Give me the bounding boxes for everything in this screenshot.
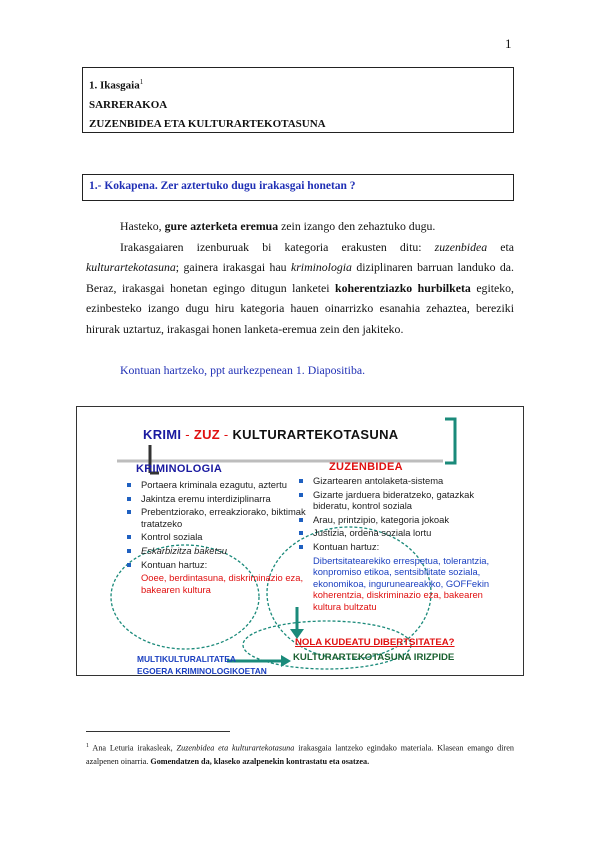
kriminologia-values: Ooee, berdintasuna, diskriminazio eza, bakearen kultura bbox=[141, 572, 304, 595]
list-item: Arau, printzipio, kategoria jokoak bbox=[299, 514, 494, 526]
kriminologia-list bbox=[127, 479, 307, 595]
kriminologia-heading: KRIMINOLOGIA bbox=[136, 463, 223, 475]
slide-title: KRIMI - ZUZ - KULTURARTEKOTASUNA bbox=[143, 427, 399, 442]
list-item: Portaera kriminala ezagutu, aztertu bbox=[127, 479, 307, 491]
list-item: Prebentziorako, erreakziorako, biktimak tratatzeko bbox=[127, 506, 307, 529]
nola-kudeatu-label: NOLA KUDEATU DIBERTSITATEA? bbox=[295, 637, 455, 648]
paragraph-2: Irakasgaiaren izenburuak bi kategoria erakusten ditu: zuzenbidea eta kulturartekotasuna; gainera irakasgai hau kriminologia diziplinaren barruan landuko da. Beraz, irakasgai honetan egingo ditugun lanketei koherentziazko hurbilketa egiteko, ezinbesteko izango dugu hiru kategoria hauen oinarrizko esanahia zehaztea, bereziki hirurak uztartuz, irakasgai honen lanketa-eremua zein den jakiteko. bbox=[86, 239, 514, 336]
list-item: Gizarte jarduera bideratzeko, gatazkak bideratu, kontrol soziala bbox=[299, 489, 494, 512]
zuzenbidea-heading: ZUZENBIDEA bbox=[329, 461, 403, 473]
footnote-ref: 1 bbox=[139, 78, 144, 86]
footnote: $^1$ Ana Leturia irakasleak, Zuzenbidea eta kulturartekotasuna irakasgaia lantzeko egindako materiala. Klasean emango diren azalpenen oinarria. Gomendatzen da, klaseko azalpenekin kontrastatu eta osatzea. bbox=[86, 743, 514, 766]
list-item: Gizartearen antolaketa-sistema bbox=[299, 475, 494, 487]
list-item: Kontuan hartuz: bbox=[127, 559, 307, 571]
multikulturalitatea-label: MULTIKULTURALITATEA EGOERA KRIMINOLOGIKOETAN bbox=[137, 654, 267, 676]
list-item: Kontuan hartuz: bbox=[299, 541, 494, 553]
list-item: Kontrol soziala bbox=[127, 531, 307, 543]
list-item: Jakintza eremu interdiziplinarra bbox=[127, 493, 307, 505]
slide-note: Kontuan hartzeko, ppt aurkezpenean 1. Diapositiba. bbox=[120, 363, 366, 377]
title-box bbox=[82, 67, 514, 133]
page-number: 1 bbox=[505, 36, 512, 51]
slide-figure bbox=[76, 406, 524, 676]
footnote-divider bbox=[86, 731, 230, 732]
lesson-title: ZUZENBIDEA ETA KULTURARTEKOTASUNA bbox=[89, 117, 326, 130]
zuzenbidea-list bbox=[299, 475, 494, 613]
list-item: Justizia, ordena soziala lortu bbox=[299, 527, 494, 539]
bracket-right bbox=[445, 419, 455, 463]
lesson-label: 1. Ikasgaia bbox=[89, 79, 140, 92]
zuzenbidea-values: Dibertsitatearekiko errespetua, tolerantzia, konpromiso etikoa, sentsibilitate soziala, ekonomikoa, inguruneareakiko, GOFFekin bbox=[313, 554, 490, 589]
zuzenbidea-values-red: koherentzia, diskriminazio eza, bakearen kultura bultzatu bbox=[313, 589, 483, 612]
section-heading: 1.- Kokapena. Zer aztertuko dugu irakasgai honetan ? bbox=[82, 174, 514, 201]
right-arrow-head bbox=[281, 655, 291, 667]
body-text bbox=[86, 216, 514, 340]
paragraph-1: Hasteko, gure azterketa eremua zein izango den zehaztuko dugu. bbox=[120, 219, 436, 233]
list-item: Eskarbizitza baketsu bbox=[127, 545, 307, 557]
lesson-subtitle: SARRERAKOA bbox=[89, 98, 168, 111]
irizpide-label: KULTURARTEKOTASUNA IRIZPIDE bbox=[293, 652, 455, 663]
